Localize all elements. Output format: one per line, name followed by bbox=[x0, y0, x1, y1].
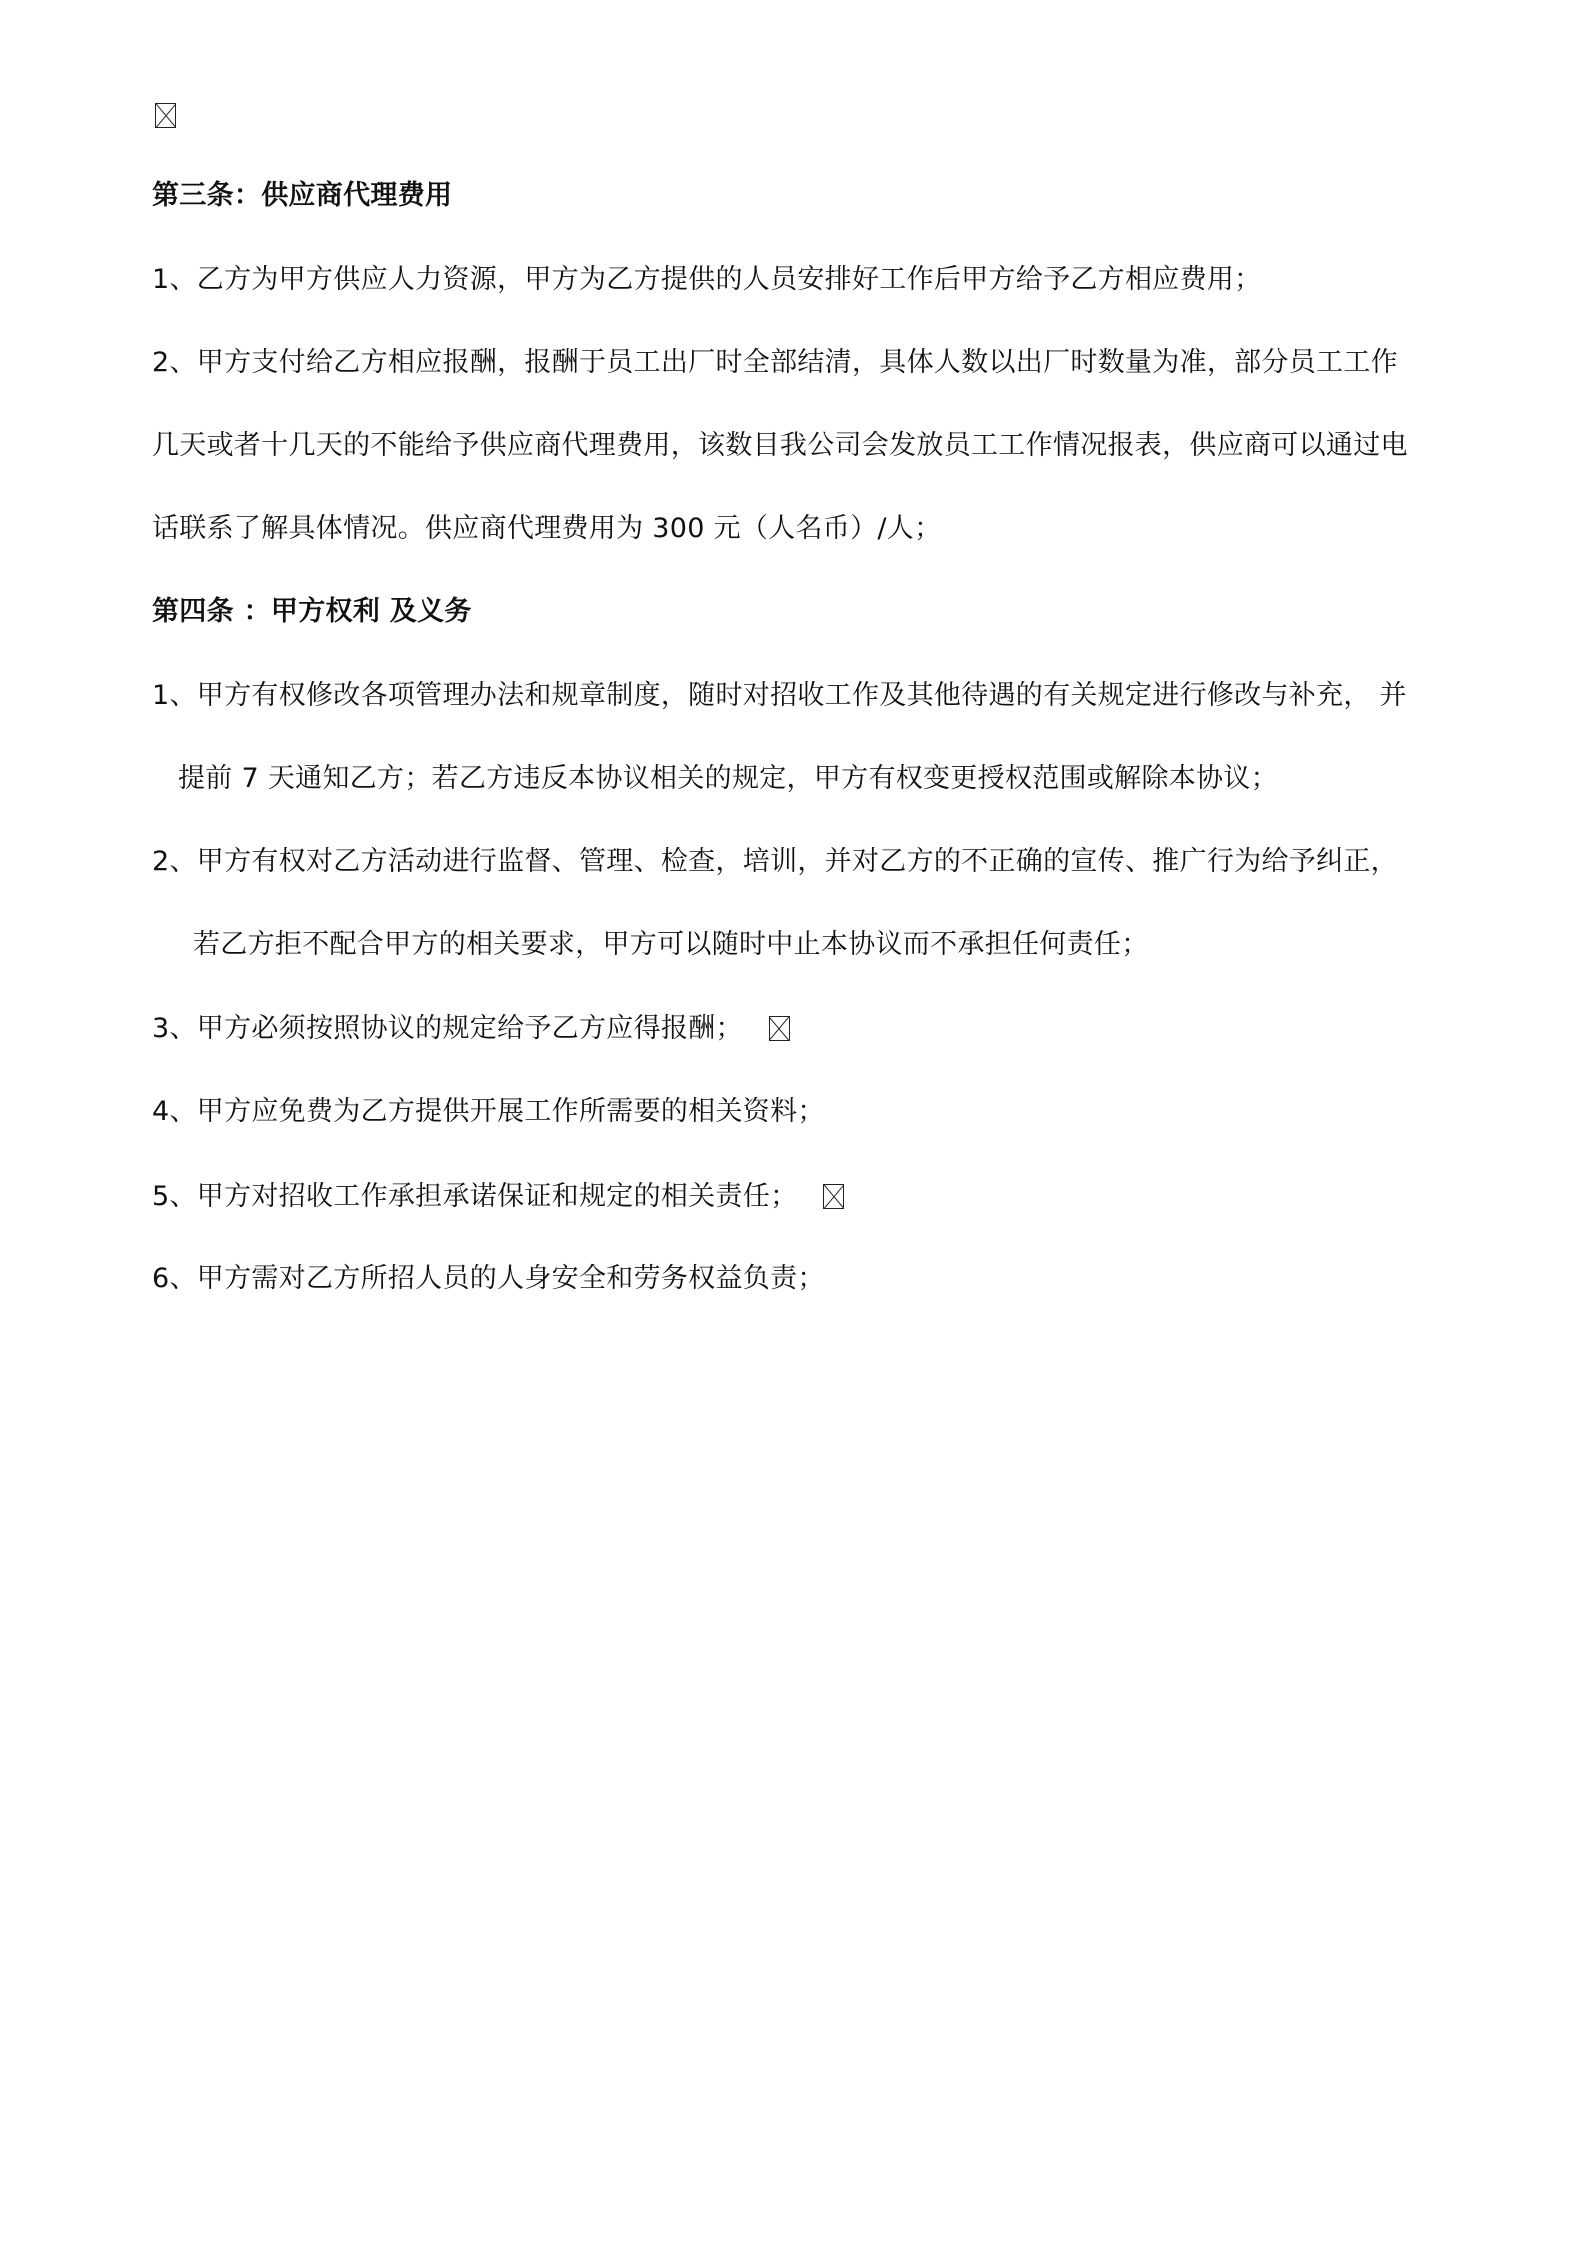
article-3-item-1: 1、乙方为甲方供应人力资源，甲方为乙方提供的人员安排好工作后甲方给予乙方相应费用； bbox=[152, 264, 1262, 295]
article-3-item-2-line-2: 几天或者十几天的不能给予供应商代理费用，该数目我公司会发放员工工作情况报表，供应商可以通过电 bbox=[152, 430, 1408, 461]
missing-glyph-box-icon bbox=[823, 1184, 844, 1209]
article-4-item-2-line-2: 若乙方拒不配合甲方的相关要求，甲方可以随时中止本协议而不承担任何责任； bbox=[193, 929, 1149, 960]
article-4-heading: 第四条 ：甲方权利 及义务 bbox=[152, 596, 472, 627]
article-4-item-6: 6、甲方需对乙方所招人员的人身安全和劳务权益负责； bbox=[152, 1263, 825, 1294]
missing-glyph-box-icon bbox=[769, 1016, 790, 1041]
article-3-heading: 第三条：供应商代理费用 bbox=[152, 180, 453, 211]
article-4-item-3: 3、甲方必须按照协议的规定给予乙方应得报酬； bbox=[152, 1013, 743, 1044]
article-4-item-2-line-1: 2、甲方有权对乙方活动进行监督、管理、检查，培训，并对乙方的不正确的宣传、推广行为给予纠正， bbox=[152, 846, 1398, 877]
article-3-item-2-line-1: 2、甲方支付给乙方相应报酬，报酬于员工出厂时全部结清，具体人数以出厂时数量为准，部分员工工作 bbox=[152, 347, 1398, 378]
article-4-item-4: 4、甲方应免费为乙方提供开展工作所需要的相关资料； bbox=[152, 1096, 825, 1127]
article-4-item-5: 5、甲方对招收工作承担承诺保证和规定的相关责任； bbox=[152, 1181, 798, 1212]
article-3-item-2-line-3: 话联系了解具体情况。供应商代理费用为 300 元（人名币）/人； bbox=[152, 513, 942, 544]
article-4-item-3-row bbox=[152, 1012, 790, 1046]
article-4-item-1-line-2: 提前 7 天通知乙方；若乙方违反本协议相关的规定，甲方有权变更授权范围或解除本协议； bbox=[178, 763, 1278, 794]
article-4-item-5-row bbox=[152, 1180, 844, 1214]
missing-glyph-box-icon bbox=[155, 103, 176, 128]
article-4-item-1-line-1: 1、甲方有权修改各项管理办法和规章制度，随时对招收工作及其他待遇的有关规定进行修改与补充， 并 bbox=[152, 680, 1407, 711]
